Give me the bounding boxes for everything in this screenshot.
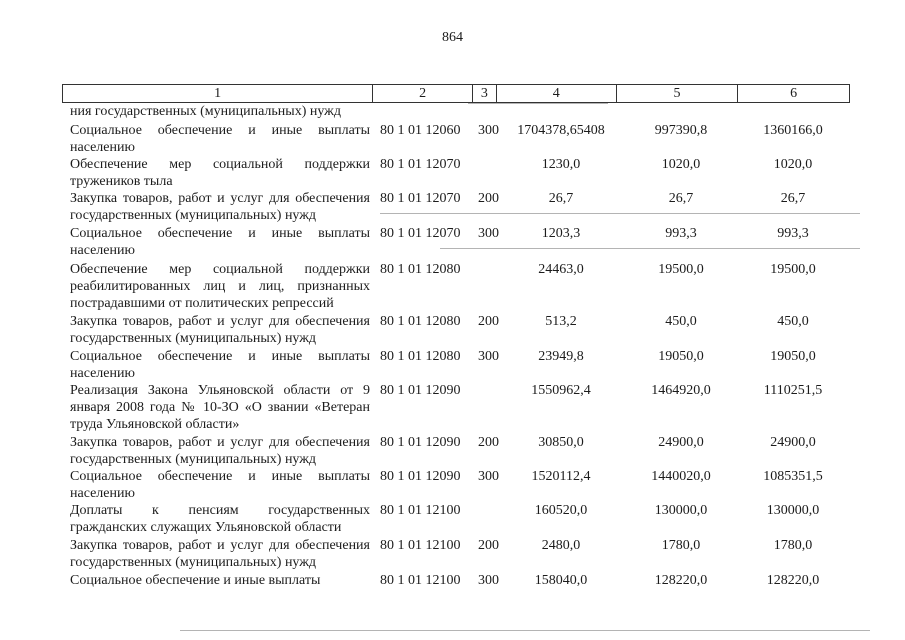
- budget-table: [62, 84, 850, 588]
- row-code: 80 1 01 12090: [380, 469, 461, 484]
- row-code: 80 1 01 12070: [380, 226, 461, 241]
- scan-artifact: [380, 213, 860, 214]
- row-value-5: 26,7: [668, 191, 694, 206]
- row-name: Социальное обеспечение и иные выплаты населению: [70, 226, 370, 258]
- row-value-5: 993,3: [665, 226, 697, 241]
- row-code: 80 1 01 12080: [380, 262, 461, 277]
- row-value-4: 24463,0: [538, 262, 584, 277]
- row-value-5: 24900,0: [658, 435, 704, 450]
- row-name: Доплаты к пенсиям государственных гражданских служащих Ульяновской области: [70, 503, 370, 535]
- row-vr: 300: [478, 469, 499, 484]
- row-code: 80 1 01 12080: [380, 314, 461, 329]
- row-value-6: 1020,0: [773, 157, 813, 172]
- row-value-6: 19500,0: [770, 262, 816, 277]
- column-header-4: 4: [496, 85, 616, 102]
- row-value-4: 513,2: [545, 314, 577, 329]
- row-value-4: 1230,0: [541, 157, 581, 172]
- row-vr: 200: [478, 538, 499, 553]
- row-value-6: 26,7: [780, 191, 806, 206]
- row-name: Социальное обеспечение и иные выплаты населению: [70, 349, 370, 381]
- row-code: 80 1 01 12080: [380, 349, 461, 364]
- row-value-4: 2480,0: [541, 538, 581, 553]
- row-name: Закупка товаров, работ и услуг для обеспечения государственных (муниципальных) нужд: [70, 191, 370, 223]
- row-vr: 200: [478, 314, 499, 329]
- row-vr: 200: [478, 435, 499, 450]
- column-header-2: 2: [372, 85, 472, 102]
- row-value-5: 19500,0: [658, 262, 704, 277]
- column-header-3: 3: [472, 85, 496, 102]
- row-value-4: 30850,0: [538, 435, 584, 450]
- row-value-5: 450,0: [665, 314, 697, 329]
- row-code: 80 1 01 12090: [380, 435, 461, 450]
- row-name: Социальное обеспечение и иные выплаты: [70, 573, 321, 588]
- row-code: 80 1 01 12100: [380, 503, 461, 518]
- row-value-5: 19050,0: [658, 349, 704, 364]
- row-value-6: 24900,0: [770, 435, 816, 450]
- row-value-4: 23949,8: [538, 349, 584, 364]
- row-value-6: 128220,0: [766, 573, 820, 588]
- row-value-6: 1110251,5: [763, 383, 823, 398]
- row-value-5: 1020,0: [661, 157, 701, 172]
- row-code: 80 1 01 12060: [380, 123, 461, 138]
- row-value-5: 1440020,0: [651, 469, 711, 484]
- row-code: 80 1 01 12070: [380, 157, 461, 172]
- scan-artifact: [440, 248, 860, 249]
- row-value-6: 1360166,0: [763, 123, 823, 138]
- row-value-5: 1464920,0: [651, 383, 711, 398]
- scan-artifact: [180, 630, 870, 631]
- row-vr: 300: [478, 573, 499, 588]
- row-value-6: 450,0: [777, 314, 809, 329]
- column-header-6: 6: [737, 85, 849, 102]
- row-value-5: 130000,0: [654, 503, 708, 518]
- row-value-4: 160520,0: [534, 503, 588, 518]
- row-name: Обеспечение мер социальной поддержки тружеников тыла: [70, 157, 370, 189]
- column-header-5: 5: [616, 85, 738, 102]
- row-name: Закупка товаров, работ и услуг для обеспечения государственных (муниципальных) нужд: [70, 314, 370, 346]
- row-value-6: 19050,0: [770, 349, 816, 364]
- row-value-6: 1085351,5: [763, 469, 823, 484]
- row-value-4: 26,7: [548, 191, 574, 206]
- row-vr: 200: [478, 191, 499, 206]
- row-value-6: 993,3: [777, 226, 809, 241]
- row-name: Социальное обеспечение и иные выплаты населению: [70, 123, 370, 155]
- row-code: 80 1 01 12090: [380, 383, 461, 398]
- row-value-4: 1550962,4: [531, 383, 591, 398]
- row-code: 80 1 01 12070: [380, 191, 461, 206]
- row-code: 80 1 01 12100: [380, 538, 461, 553]
- row-value-4: 1203,3: [541, 226, 581, 241]
- row-name: Реализация Закона Ульяновской области от 9 января 2008 года № 10-ЗО «О звании «Ветеран труда Ульяновской области»: [70, 383, 370, 432]
- column-header-1: 1: [214, 86, 222, 101]
- row-vr: 300: [478, 226, 499, 241]
- row-name: Закупка товаров, работ и услуг для обеспечения государственных (муниципальных) нужд: [70, 435, 370, 467]
- row-value-5: 1780,0: [661, 538, 701, 553]
- scan-artifact: [468, 103, 608, 104]
- row-value-4: 1520112,4: [531, 469, 591, 484]
- page-number: 864: [442, 30, 463, 45]
- row-name: Обеспечение мер социальной поддержки реабилитированных лиц и лиц, признанных пострадавшими от политических репрессий: [70, 262, 370, 311]
- row-name: Социальное обеспечение и иные выплаты населению: [70, 469, 370, 501]
- row-vr: 300: [478, 349, 499, 364]
- row-value-6: 130000,0: [766, 503, 820, 518]
- row-value-5: 997390,8: [654, 123, 708, 138]
- row-value-6: 1780,0: [773, 538, 813, 553]
- row-name: Закупка товаров, работ и услуг для обеспечения государственных (муниципальных) нужд: [70, 538, 370, 570]
- table-header-row: [62, 84, 850, 103]
- row-value-5: 128220,0: [654, 573, 708, 588]
- row-code: 80 1 01 12100: [380, 573, 461, 588]
- row-value-4: 158040,0: [534, 573, 588, 588]
- row-value-4: 1704378,65408: [517, 123, 605, 138]
- row-vr: 300: [478, 123, 499, 138]
- row-name: ния государственных (муниципальных) нужд: [70, 104, 341, 119]
